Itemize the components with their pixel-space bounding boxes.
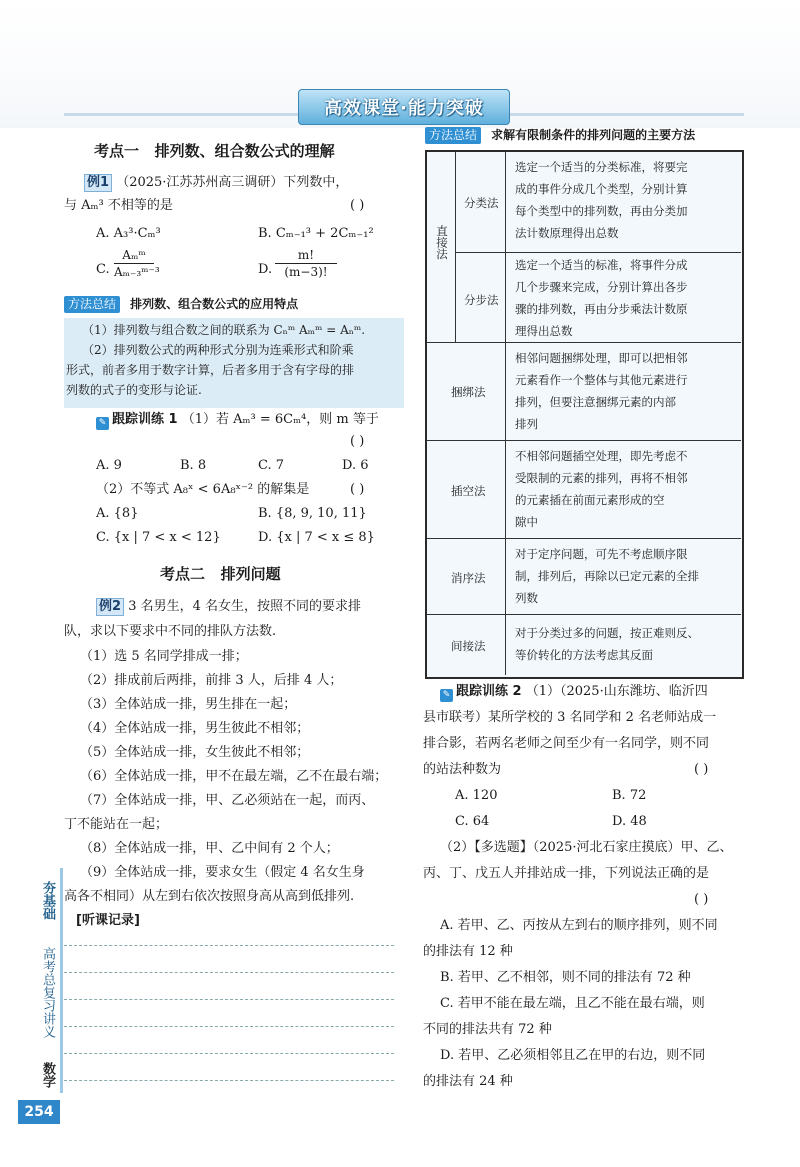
track2-q2-paren: ( ): [694, 892, 709, 907]
desc-line: 元素看作一个整体与其他元素进行: [515, 373, 688, 387]
summary1-line: 形式，前者多用于数字计算，后者多用于含有字母的排: [66, 363, 355, 377]
desc-line: 选定一个适当的分类标准，将要完: [515, 160, 688, 174]
example2-item: （7）全体站成一排，甲、乙必须站在一起，而丙、: [80, 793, 375, 808]
example2-tag: 例2: [96, 598, 124, 616]
example2-item: 高各不相同）从左到右依次按照身高从高到低排列.: [64, 889, 355, 904]
track1-q2-option-d: D. {x | 7 < x ≤ 8}: [258, 530, 375, 545]
track2-q2-line1: （2）【多选题】（2025·河北石家庄摸底）甲、乙、: [440, 840, 733, 855]
option-c-denominator: Aₘ₋₃ᵐ⁻³: [114, 265, 160, 279]
desc-line: 不相邻问题插空处理，即先考虑不: [515, 449, 688, 463]
summary2-header: [425, 127, 695, 144]
table-row-desc: [515, 622, 699, 666]
track1-question2: （2）不等式 A₈ˣ < 6A₈ˣ⁻² 的解集是: [96, 482, 310, 497]
table-row-desc: [515, 156, 688, 244]
track2-text1: （1）（2025·山东潍坊、临沂四: [525, 684, 708, 699]
track1-q2-option-a: A. {8}: [96, 506, 139, 521]
track1-option-b: B. 8: [180, 458, 207, 473]
desc-line: 制，排列后，再除以已定元素的全排: [515, 569, 699, 583]
table-row-name: 分类法: [464, 196, 499, 210]
table-row-name: 插空法: [451, 484, 486, 498]
table-divider: [427, 342, 741, 343]
track2-option-b: B. 72: [612, 788, 647, 803]
example1-text1: （2025·江苏苏州高三调研）下列数中，: [116, 175, 349, 190]
sidebar-subject: 数学: [40, 1062, 55, 1088]
example1-option-b: B. Cₘ₋₁³ + 2Cₘ₋₁²: [258, 226, 374, 241]
track-icon: ✎: [440, 689, 453, 702]
track1-q1-paren: ( ): [350, 434, 365, 449]
example1-tag: 例1: [84, 174, 112, 192]
track1-option-a: A. 9: [96, 458, 122, 473]
table-row-name: 分步法: [464, 293, 499, 307]
track2-line4: 的站法种数为: [423, 762, 502, 777]
section2-title: 考点二 排列问题: [160, 565, 281, 583]
track2-paren: ( ): [694, 762, 709, 777]
table-divider: [455, 252, 741, 253]
track2-q2-option: C. 若甲不能在最左端，且乙不能在最右端，则: [440, 996, 705, 1011]
track2-q2-option: A. 若甲、乙、丙按从左到右的顺序排列，则不同: [440, 918, 718, 933]
summary1-tag: 方法总结: [64, 296, 120, 313]
track1-q2-paren: ( ): [350, 482, 365, 497]
example2-item: （6）全体站成一排，甲不在最左端，乙不在最右端；: [80, 769, 388, 784]
track2-option-c: C. 64: [455, 814, 490, 829]
track1-label: 跟踪训练 1: [112, 412, 178, 427]
summary2-tag: 方法总结: [425, 127, 481, 144]
track1-q1-text: （1）若 Aₘ³ = 6Cₘ⁴，则 m 等于: [181, 412, 379, 427]
example1-answer-paren: ( ): [350, 198, 365, 213]
example2-item: （4）全体站成一排，男生彼此不相邻；: [80, 721, 310, 736]
notes-label: [听课记录]: [76, 913, 140, 928]
desc-line: 相邻问题捆绑处理，即可以把相邻: [515, 351, 688, 365]
track2-option-d: D. 48: [612, 814, 647, 829]
option-c-numerator: Aₘᵐ: [122, 248, 146, 262]
table-divider: [455, 152, 456, 342]
page-number: 254: [18, 1100, 60, 1124]
track2-q2-option: 的排法有 12 种: [423, 944, 513, 959]
section-banner: 高效课堂·能力突破: [298, 89, 510, 125]
example2-item: （2）排成前后两排，前排 3 人，后排 4 人；: [80, 673, 343, 688]
track2-q2-option: 的排法有 24 种: [423, 1074, 513, 1089]
table-divider: [505, 152, 506, 675]
summary1-line: 列数的式子的变形与论证.: [66, 383, 202, 397]
track2-q2-option: B. 若甲、乙不相邻，则不同的排法有 72 种: [440, 970, 691, 985]
track1-question1: [96, 412, 379, 430]
example1-option-d-label: D.: [258, 262, 273, 277]
sidebar-rule: [60, 868, 63, 1093]
example2-item: （5）全体站成一排，女生彼此不相邻；: [80, 745, 310, 760]
section1-title: 考点一 排列数、组合数公式的理解: [94, 142, 335, 160]
notes-line: [64, 972, 394, 973]
example1-option-c-fraction: [114, 248, 160, 279]
desc-line: 列数: [515, 591, 538, 605]
example2-item: （3）全体站成一排，男生排在一起；: [80, 697, 297, 712]
desc-line: 成的事件分成几个类型，分别计算: [515, 182, 688, 196]
example1-option-d-fraction: [275, 248, 337, 279]
table-row-name: 间接法: [451, 639, 486, 653]
example1-option-c-label: C.: [96, 262, 110, 277]
track2-q2-line2: 丙、丁、戊五人并排站成一排，下列说法正确的是: [423, 866, 710, 881]
example2-item: （8）全体站成一排，甲、乙中间有 2 个人；: [80, 841, 339, 856]
track-icon: ✎: [96, 417, 109, 430]
example1-option-a: A. A₃³·Cₘ³: [96, 226, 161, 241]
sidebar-brand: 夯基础: [40, 880, 55, 920]
track2-q2-option: D. 若甲、乙必须相邻且乙在甲的右边，则不同: [440, 1048, 706, 1063]
track2-line2: 县市联考）某所学校的 3 名同学和 2 名老师站成一: [423, 710, 717, 725]
sidebar-series: 高考总复习讲义: [40, 947, 55, 1038]
example2-text1: 3 名男生，4 名女生，按照不同的要求排: [128, 599, 361, 614]
desc-line: 每个类型中的排列数，再由分类加: [515, 204, 688, 218]
notes-line: [64, 1080, 394, 1081]
example2-item: （1）选 5 名同学排成一排；: [80, 649, 248, 664]
desc-line: 排列，但要注意捆绑元素的内部: [515, 395, 676, 409]
desc-line: 的元素插在前面元素形成的空: [515, 493, 665, 507]
notes-line: [64, 999, 394, 1000]
example1-line2: 与 Aₘ³ 不相等的是: [64, 198, 173, 213]
example1-line1: [84, 174, 348, 192]
table-row-desc: [515, 543, 699, 609]
track2-q2-option: 不同的排法共有 72 种: [423, 1022, 552, 1037]
desc-line: 选定一个适当的标准，将事件分成: [515, 258, 688, 272]
summary1-header: [64, 296, 298, 313]
track2-line1: [440, 684, 708, 702]
option-d-numerator: m!: [297, 248, 315, 262]
table-divider: [427, 440, 741, 441]
example2-item: 丁不能站在一起；: [64, 817, 169, 832]
desc-line: 理得出总数: [515, 324, 573, 338]
track2-line3: 排合影，若两名老师之间至少有一名同学，则不同: [423, 736, 710, 751]
desc-line: 骤的排列数，再由分步乘法计数原: [515, 302, 688, 316]
table-group-label: 直接法: [435, 225, 449, 260]
table-row-name: 捆绑法: [451, 385, 486, 399]
option-d-denominator: (m−3)!: [284, 265, 328, 279]
summary1-line: （2）排列数公式的两种形式分别为连乘形式和阶乘: [82, 343, 354, 357]
track1-option-c: C. 7: [258, 458, 285, 473]
notes-line: [64, 1026, 394, 1027]
desc-line: 几个步骤来完成，分别计算出各步: [515, 280, 688, 294]
table-row-desc: [515, 347, 688, 435]
track1-q2-option-c: C. {x | 7 < x < 12}: [96, 530, 221, 545]
table-row-desc: [515, 254, 688, 342]
table-divider: [427, 538, 741, 539]
summary1-title: 排列数、组合数公式的应用特点: [130, 297, 299, 311]
table-row-desc: [515, 445, 688, 533]
desc-line: 隙中: [515, 515, 538, 529]
track1-q2-option-b: B. {8, 9, 10, 11}: [258, 506, 367, 521]
desc-line: 法计数原理得出总数: [515, 226, 619, 240]
desc-line: 排列: [515, 417, 538, 431]
desc-line: 等价转化的方法考虑其反面: [515, 648, 653, 662]
desc-line: 受限制的元素的排列，再将不相邻: [515, 471, 688, 485]
table-row-name: 消序法: [451, 571, 486, 585]
track2-option-a: A. 120: [455, 788, 498, 803]
summary2-title: 求解有限制条件的排列问题的主要方法: [491, 128, 696, 142]
example2-line1: [96, 598, 361, 616]
track1-option-d: D. 6: [342, 458, 369, 473]
notes-line: [64, 945, 394, 946]
desc-line: 对于分类过多的问题，按正难则反、: [515, 626, 699, 640]
table-divider: [427, 614, 741, 615]
example2-line2: 队，求以下要求中不同的排队方法数.: [64, 624, 277, 639]
desc-line: 对于定序问题，可先不考虑顺序限: [515, 547, 688, 561]
summary1-line: （1）排列数与组合数之间的联系为 Cₙᵐ Aₘᵐ = Aₙᵐ.: [82, 323, 366, 337]
track2-label: 跟踪训练 2: [456, 684, 522, 699]
example2-item: （9）全体站成一排，要求女生（假定 4 名女生身: [80, 865, 365, 880]
notes-line: [64, 1053, 394, 1054]
